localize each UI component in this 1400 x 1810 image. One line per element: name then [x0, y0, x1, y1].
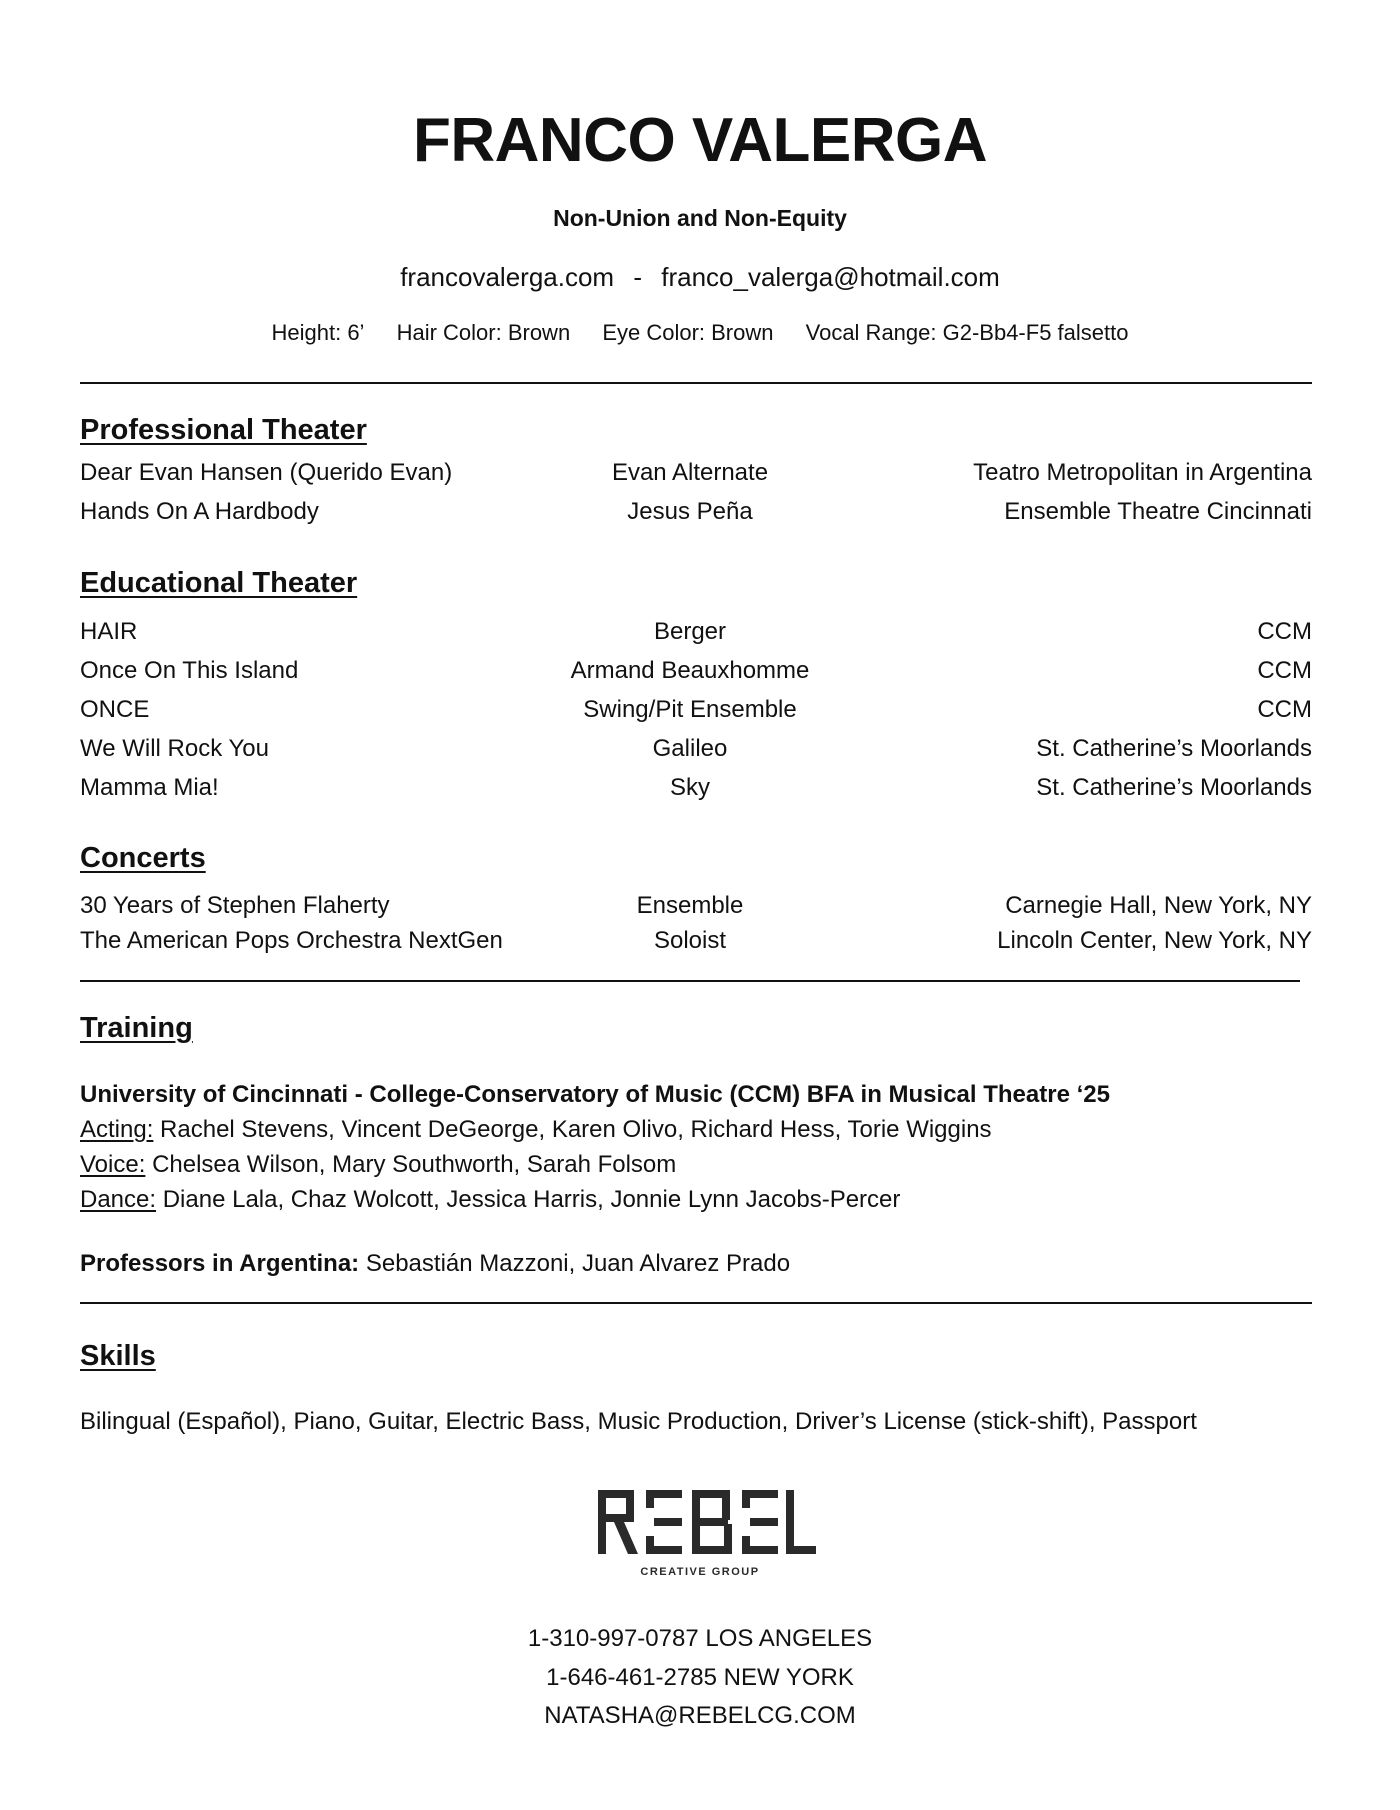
role: Swing/Pit Ensemble: [583, 696, 797, 723]
acting-label: Acting:: [80, 1116, 154, 1143]
professors-label: Professors in Argentina:: [80, 1250, 360, 1277]
show-title: Dear Evan Hansen (Querido Evan): [80, 459, 453, 486]
venue: St. Catherine’s Moorlands: [1036, 774, 1312, 801]
website-link[interactable]: francovalerga.com: [400, 262, 615, 292]
dance-teachers: [80, 1186, 900, 1214]
skills-text: Bilingual (Español), Piano, Guitar, Electric Bass, Music Production, Driver’s License (stick-shift), Passport: [80, 1408, 1197, 1435]
show-title: The American Pops Orchestra NextGen: [80, 927, 503, 954]
height-stat: Height: 6’: [271, 320, 365, 345]
venue: CCM: [1257, 696, 1312, 723]
skills-heading: Skills: [80, 1340, 156, 1372]
agency-phone-la[interactable]: 1-310-997-0787 LOS ANGELES: [527, 1625, 873, 1652]
role: Soloist: [653, 927, 727, 954]
school-line: University of Cincinnati - College-Conservatory of Music (CCM) BFA in Musical Theatre ‘25: [80, 1081, 1110, 1108]
show-title: Once On This Island: [80, 657, 299, 684]
venue: CCM: [1257, 618, 1312, 645]
hair-color-stat: Hair Color: Brown: [396, 320, 571, 345]
credit-row: [80, 498, 1312, 530]
voice-names: Chelsea Wilson, Mary Southworth, Sarah Folsom: [152, 1151, 677, 1178]
acting-names: Rachel Stevens, Vincent DeGeorge, Karen Olivo, Richard Hess, Torie Wiggins: [160, 1116, 992, 1143]
voice-label: Voice:: [80, 1151, 146, 1178]
credit-row: [80, 459, 1312, 491]
show-title: Hands On A Hardbody: [80, 498, 319, 525]
venue: Ensemble Theatre Cincinnati: [1004, 498, 1312, 525]
venue: CCM: [1257, 657, 1312, 684]
venue: St. Catherine’s Moorlands: [1036, 735, 1312, 762]
role: Jesus Peña: [627, 498, 753, 525]
role: Sky: [669, 774, 710, 801]
show-title: We Will Rock You: [80, 735, 269, 762]
divider: [80, 1302, 1312, 1304]
professional-theater-heading: Professional Theater: [80, 414, 367, 446]
venue: Carnegie Hall, New York, NY: [1005, 892, 1312, 919]
show-title: 30 Years of Stephen Flaherty: [80, 892, 390, 919]
eye-color-stat: Eye Color: Brown: [602, 320, 774, 345]
venue: Teatro Metropolitan in Argentina: [973, 459, 1312, 486]
professors-names: Sebastián Mazzoni, Juan Alvarez Prado: [365, 1250, 791, 1277]
role: Armand Beauxhomme: [570, 657, 810, 684]
credit-row: [80, 696, 1312, 728]
rebel-creative-group-logo: [580, 1480, 820, 1590]
role: Evan Alternate: [611, 459, 769, 486]
professors-line: [80, 1250, 790, 1278]
role: Berger: [653, 618, 727, 645]
dance-label: Dance:: [80, 1186, 157, 1213]
venue: Lincoln Center, New York, NY: [997, 927, 1312, 954]
show-title: Mamma Mia!: [80, 774, 219, 801]
voice-teachers: [80, 1151, 676, 1179]
acting-teachers: [80, 1116, 992, 1144]
educational-theater-heading: Educational Theater: [80, 567, 358, 599]
contact-line: [0, 262, 1400, 293]
performer-name: FRANCO VALERGA: [413, 106, 987, 175]
union-status: Non-Union and Non-Equity: [553, 205, 847, 231]
training-heading: Training: [80, 1012, 193, 1044]
dance-names: Diane Lala, Chaz Wolcott, Jessica Harris, Jonnie Lynn Jacobs-Percer: [162, 1186, 901, 1213]
credit-row: [80, 774, 1312, 806]
divider: [80, 980, 1300, 982]
credit-row: [80, 735, 1312, 767]
credit-row: [80, 657, 1312, 689]
agency-email[interactable]: NATASHA@REBELCG.COM: [544, 1702, 856, 1729]
credit-row: [80, 892, 1312, 924]
role: Ensemble: [636, 892, 744, 919]
vocal-range-stat: Vocal Range: G2-Bb4-F5 falsetto: [805, 320, 1129, 345]
credit-row: [80, 618, 1312, 650]
show-title: ONCE: [80, 696, 150, 723]
show-title: HAIR: [80, 618, 138, 645]
role: Galileo: [652, 735, 728, 762]
concerts-heading: Concerts: [80, 842, 206, 874]
divider: [80, 382, 1312, 384]
credit-row: [80, 927, 1312, 959]
agency-phone-ny[interactable]: 1-646-461-2785 NEW YORK: [546, 1664, 854, 1691]
physical-stats: [0, 320, 1400, 346]
email-link[interactable]: franco_valerga@hotmail.com: [661, 262, 1000, 292]
contact-separator: -: [633, 262, 642, 292]
logo-subtitle: CREATIVE GROUP: [640, 1566, 760, 1578]
